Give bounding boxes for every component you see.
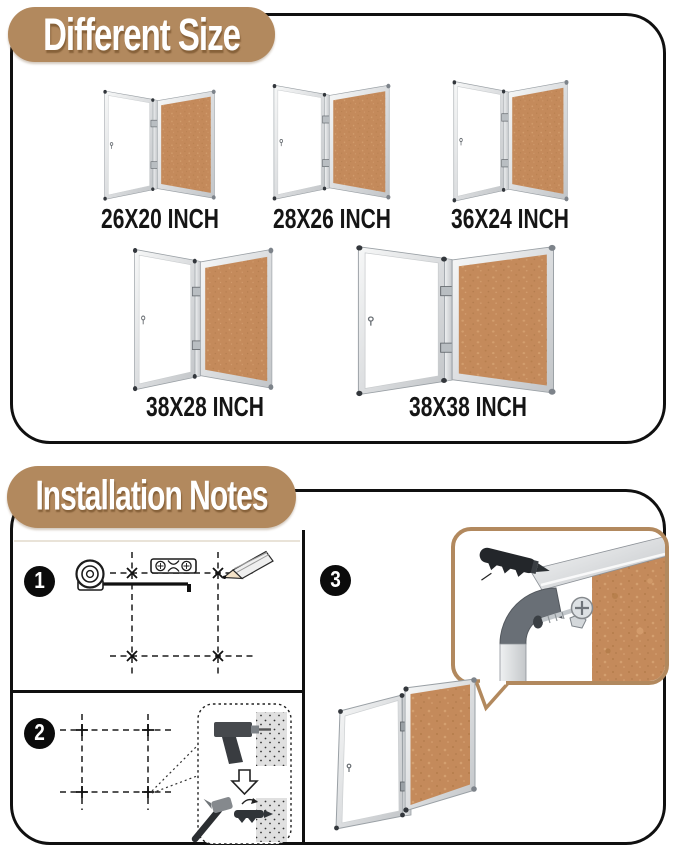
step-1-number: 1	[24, 566, 55, 597]
aluminum-side-frame	[500, 644, 526, 683]
installation-header	[7, 466, 296, 528]
cross-mark-icon	[127, 568, 223, 661]
size-label-26x20: 26X20 INCH	[101, 204, 219, 235]
step-2-number: 2	[24, 718, 55, 749]
callout-connector-lines	[152, 746, 197, 793]
board-illustration-38x28	[125, 243, 280, 393]
level-icon	[151, 559, 196, 573]
different-size-header	[8, 7, 275, 62]
step1-measuring-diagram	[20, 548, 295, 683]
pencil-icon	[223, 552, 273, 580]
divider-light	[14, 540, 300, 542]
step2-drilling-diagram	[20, 700, 295, 848]
step3-board-illustration	[322, 666, 492, 841]
guide-dashed-lines	[60, 714, 172, 810]
cross-mark-icon	[76, 724, 154, 798]
board-illustration-26x20	[97, 86, 221, 202]
board-illustration-36x24	[446, 76, 574, 204]
divider-horizontal	[13, 690, 304, 693]
wall-dots-icon	[256, 712, 287, 766]
board-illustration-38x38	[345, 240, 565, 398]
size-label-28x26: 28X26 INCH	[273, 204, 391, 235]
divider-vertical	[302, 530, 305, 842]
installation-title: Installation Notes	[35, 473, 268, 520]
board-illustration-28x26	[266, 80, 396, 202]
step-3-number: 3	[320, 565, 351, 596]
different-size-title: Different Size	[43, 8, 240, 60]
size-label-36x24: 36X24 INCH	[451, 204, 569, 235]
size-label-38x28: 38X28 INCH	[146, 392, 264, 423]
size-label-38x38: 38X38 INCH	[409, 392, 527, 423]
wall-dots-icon	[256, 798, 287, 842]
